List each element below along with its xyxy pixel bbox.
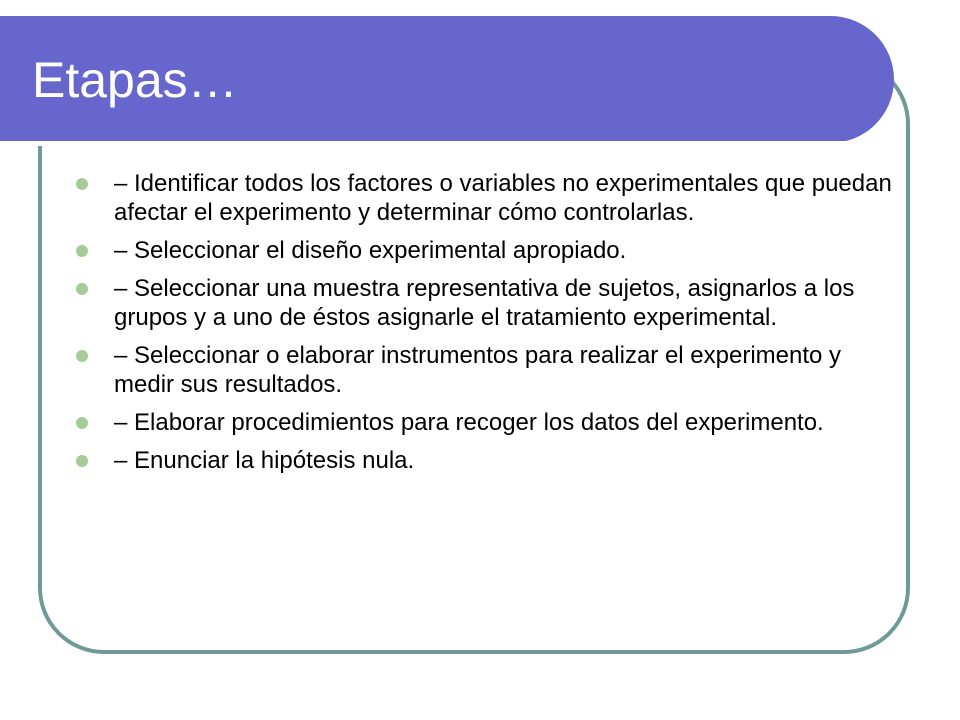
bullet-item (0, 169, 960, 227)
bullet-dot-icon (76, 417, 88, 429)
bullet-item (0, 341, 960, 399)
bullet-text: – Elaborar procedimientos para recoger los datos del experimento. (114, 409, 824, 436)
bullet-text: – Seleccionar o elaborar instrumentos para realizar el experimento y medir sus resultados. (114, 342, 842, 398)
bullet-item (0, 236, 960, 265)
bullet-item (0, 446, 960, 475)
bullet-text: – Seleccionar una muestra representativa de sujetos, asignarlos a los grupos y a uno de éstos asignarle el tratamiento experimental. (114, 275, 855, 331)
bullet-text: – Enunciar la hipótesis nula. (114, 447, 415, 474)
title-bar (0, 16, 894, 143)
bullet-item (0, 408, 960, 437)
bullet-dot-icon (76, 455, 88, 467)
bullet-dot-icon (76, 350, 88, 362)
title-underline (0, 141, 848, 146)
bullet-text: – Seleccionar el diseño experimental apropiado. (114, 237, 627, 264)
bullet-text: – Identificar todos los factores o variables no experimentales que puedan afectar el experimento y determinar cómo controlarlas. (114, 170, 892, 226)
bullet-dot-icon (76, 178, 88, 190)
bullet-item (0, 274, 960, 332)
bullet-dot-icon (76, 245, 88, 257)
slide-title: Etapas… (32, 52, 238, 108)
bullet-dot-icon (76, 283, 88, 295)
bullet-list (0, 169, 960, 484)
